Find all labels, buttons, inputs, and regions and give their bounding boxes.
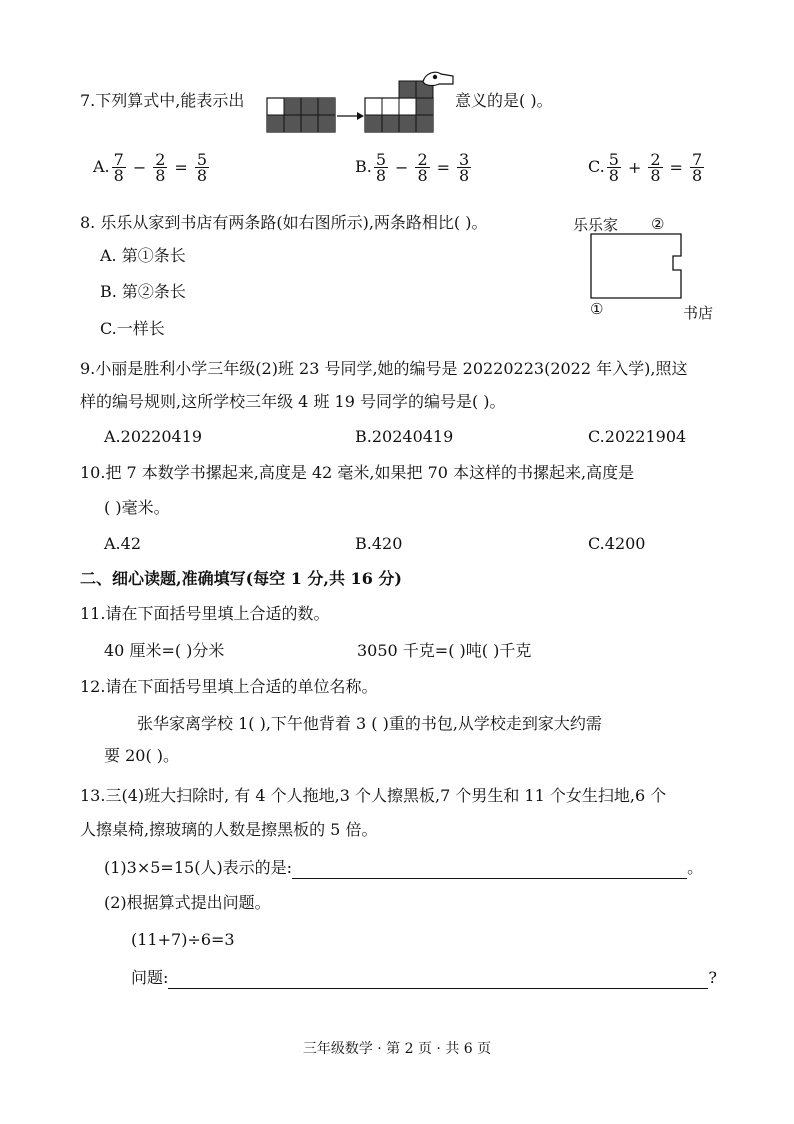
q13-sub1-label: (1)3×5=15(人)表示的是:: [104, 858, 293, 877]
answer-line[interactable]: [292, 858, 687, 879]
fraction: $\frac{7}{8}$: [113, 150, 124, 185]
q10-option-b[interactable]: B.420: [355, 534, 403, 553]
q10-line1: 10.把 7 本数学书摞起来,高度是 42 毫米,如果把 70 本这样的书摞起来,高度是: [80, 463, 635, 482]
q13-sub2-label: (2)根据算式提出问题。: [104, 893, 271, 912]
q10-line2: ( )毫米。: [104, 498, 170, 517]
q10-option-c[interactable]: C.4200: [588, 534, 646, 553]
figure-label-route2: ②: [651, 215, 665, 233]
q7-left-strip: [267, 98, 335, 132]
q8-option-c[interactable]: C.一样长: [100, 319, 165, 338]
q11-stem: 11.请在下面括号里填上合适的数。: [80, 604, 330, 623]
q11-item2: 3050 千克=( )吨( )千克: [357, 641, 532, 660]
q8-option-b[interactable]: B. 第②条长: [100, 282, 186, 301]
hand-icon: [423, 72, 453, 85]
fraction: $\frac{5}{8}$: [196, 150, 208, 185]
q12-stem: 12.请在下面括号里填上合适的单位名称。: [80, 677, 378, 696]
fraction: $\frac{7}{8}$: [691, 150, 703, 185]
q8-route-map: [585, 228, 691, 302]
option-label: A.: [93, 157, 110, 176]
q7-option-b[interactable]: B. $\frac{5}{8}$ − $\frac{2}{8}$ = $\frac{3}{8}$: [355, 150, 470, 185]
section-title: 二、细心读题,准确填写(每空 1 分,共 16 分): [80, 569, 402, 588]
fraction: $\frac{2}{8}$: [155, 150, 166, 185]
fraction: $\frac{2}{8}$: [417, 150, 428, 185]
fraction: $\frac{5}{8}$: [608, 150, 619, 185]
q13-question-end: ?: [708, 968, 717, 987]
q13-sub1-end: 。: [687, 858, 704, 877]
q12-line2: 要 20( )。: [104, 746, 180, 765]
q13-line2: 人擦桌椅,擦玻璃的人数是擦黑板的 5 倍。: [80, 820, 378, 839]
q7-fraction-figure: [265, 70, 460, 136]
q9-line1: 9.小丽是胜利小学三年级(2)班 23 号同学,她的编号是 20220223(2022 年入学),照这: [80, 359, 688, 378]
q10-option-a[interactable]: A.42: [104, 534, 141, 553]
answer-line[interactable]: [168, 968, 708, 989]
option-label: B.: [355, 157, 372, 176]
q7-option-a[interactable]: A. $\frac{7}{8}$ − $\frac{2}{8}$ = $\frac{5}{8}$: [93, 150, 208, 185]
q9-option-b[interactable]: B.20240419: [355, 427, 454, 446]
q8-stem: 8. 乐乐从家到书店有两条路(如右图所示),两条路相比( )。: [80, 213, 488, 232]
q7-stem-after: 意义的是( )。: [455, 91, 553, 110]
figure-label-route1: ①: [590, 300, 604, 318]
q9-option-c[interactable]: C.20221904: [588, 427, 687, 446]
q13-sub1: [104, 857, 703, 879]
figure-label-store: 书店: [683, 304, 714, 322]
q8-option-a[interactable]: A. 第①条长: [100, 246, 186, 265]
fraction: $\frac{5}{8}$: [375, 150, 387, 185]
option-label: C.: [588, 157, 605, 176]
q12-line1: 张华家离学校 1( ),下午他背着 3 ( )重的书包,从学校走到家大约需: [137, 714, 602, 733]
q9-option-a[interactable]: A.20220419: [104, 427, 203, 446]
q13-formula: (11+7)÷6=3: [131, 930, 235, 949]
q7-option-c[interactable]: C. $\frac{5}{8}$ + $\frac{2}{8}$ = $\frac{7}{8}$: [588, 150, 703, 185]
q7-right-strip: [365, 81, 433, 132]
q9-line2: 样的编号规则,这所学校三年级 4 班 19 号同学的编号是( )。: [80, 392, 506, 411]
q13-line1: 13.三(4)班大扫除时, 有 4 个人拖地,3 个人擦黑板,7 个男生和 11 个女生扫地,6 个: [80, 786, 667, 805]
q13-question: [131, 967, 717, 989]
q11-item1: 40 厘米=( )分米: [104, 641, 225, 660]
q13-question-label: 问题:: [131, 968, 169, 987]
fraction: $\frac{2}{8}$: [650, 150, 661, 185]
q7-stem-before: 7.下列算式中,能表示出: [80, 91, 245, 110]
fraction: $\frac{3}{8}$: [459, 150, 470, 185]
figure-label-home: 乐乐家: [573, 216, 619, 234]
page-footer: 三年级数学 · 第 2 页 · 共 6 页: [302, 1041, 492, 1057]
